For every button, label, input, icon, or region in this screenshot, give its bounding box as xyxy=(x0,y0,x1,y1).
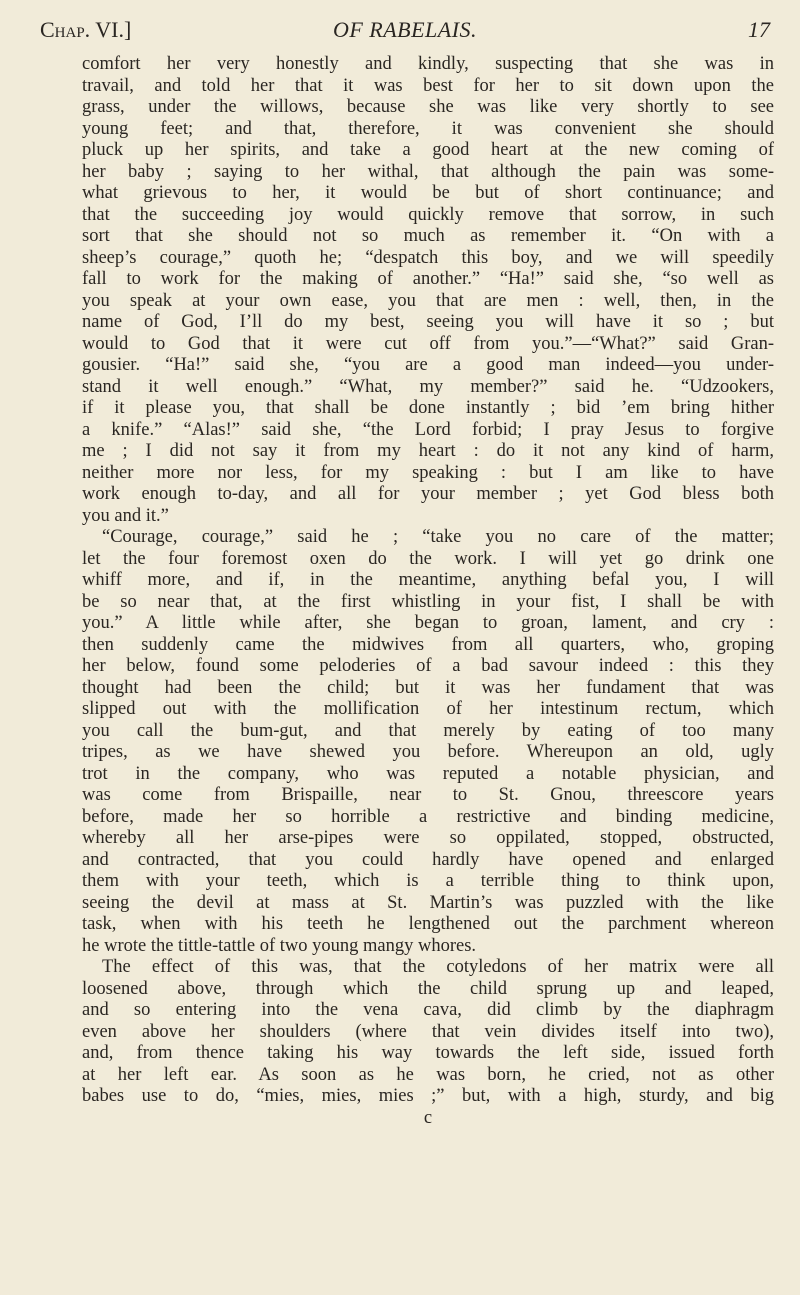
text-line: would to God that it were cut off from you.”—“What?” said Gran- xyxy=(82,333,774,354)
text-line: young feet; and that, therefore, it was convenient she should xyxy=(82,118,774,139)
text-line: what grievous to her, it would be but of short continuance; and xyxy=(82,183,774,203)
text-line: was come from Brispaille, near to St. Gnou, threescore years xyxy=(82,785,774,805)
text-line: stand it well enough.” “What, my member?” said he. “Udzookers, xyxy=(82,376,774,397)
text-line: slipped out with the mollification of her intestinum rectum, which xyxy=(82,699,774,719)
text-line: be so near that, at the first whistling in your fist, I shall be with xyxy=(82,591,774,612)
text-line: before, made her so horrible a restrictive and binding medicine, xyxy=(82,806,774,827)
text-line: you speak at your own ease, you that are men : well, then, in the xyxy=(82,290,774,311)
text-line: and contracted, that you could hardly have opened and enlarged xyxy=(82,849,774,870)
text-line: neither more nor less, for my speaking : but I am like to have xyxy=(82,462,774,483)
text-line: loosened above, through which the child sprung up and leaped, xyxy=(82,978,774,999)
text-line: trot in the company, who was reputed a notable physician, and xyxy=(82,763,774,784)
text-line: a knife.” “Alas!” said she, “the Lord forbid; I pray Jesus to forgive xyxy=(82,419,774,440)
text-line: if it please you, that shall be done instantly ; bid ’em bring hither xyxy=(82,398,774,418)
text-line: you and it.” xyxy=(82,505,169,526)
text-line: at her left ear. As soon as he was born, he cried, not as other xyxy=(82,1064,774,1085)
text-line: them with your teeth, which is a terrible thing to think upon, xyxy=(82,871,774,891)
text-line: seeing the devil at mass at St. Martin’s was puzzled with the like xyxy=(82,892,774,913)
text-line: “Courage, courage,” said he ; “take you no care of the matter; xyxy=(102,527,774,547)
text-line: sheep’s courage,” quoth he; “despatch this boy, and we will speedily xyxy=(82,247,774,268)
text-line: task, when with his teeth he lengthened out the parchment whereon xyxy=(82,914,774,934)
text-line: thought had been the child; but it was her fundament that was xyxy=(82,677,774,698)
text-line: fall to work for the making of another.” “Ha!” said she, “so well as xyxy=(82,269,774,289)
text-line: gousier. “Ha!” said she, “you are a good man indeed—you under- xyxy=(82,355,774,375)
text-line: whereby all her arse-pipes were so oppilated, stopped, obstructed, xyxy=(82,828,774,848)
text-line: that the succeeding joy would quickly remove that sorrow, in such xyxy=(82,204,774,225)
text-line: name of God, I’ll do my best, seeing you will have it so ; but xyxy=(82,312,774,332)
text-line: her below, found some peloderies of a bad savour indeed : this they xyxy=(82,656,774,676)
body-text xyxy=(82,54,774,1129)
text-line: sort that she should not so much as remember it. “On with a xyxy=(82,226,774,246)
text-line: he wrote the tittle-tattle of two young mangy whores. xyxy=(82,935,477,956)
text-line: grass, under the willows, because she was like very shortly to see xyxy=(82,97,774,117)
text-line: babes use to do, “mies, mies, mies ;” but, with a high, sturdy, and big xyxy=(82,1086,774,1106)
text-line: travail, and told her that it was best for her to sit down upon the xyxy=(82,75,774,96)
text-line: work enough to-day, and all for your member ; yet God bless both xyxy=(82,484,774,504)
text-line: me ; I did not say it from my heart : do it not any kind of harm, xyxy=(82,441,774,461)
text-line: pluck up her spirits, and take a good heart at the new coming of xyxy=(82,140,774,160)
text-line: you call the bum-gut, and that merely by eating of too many xyxy=(82,720,774,741)
running-title: OF RABELAIS. xyxy=(332,17,478,42)
text-line: comfort her very honestly and kindly, suspecting that she was in xyxy=(82,54,774,74)
text-line: and so entering into the vena cava, did climb by the diaphragm xyxy=(82,1000,774,1020)
text-line: and, from thence taking his way towards the left side, issued forth xyxy=(82,1043,774,1063)
signature-mark: c xyxy=(423,1107,433,1128)
text-line: even above her shoulders (where that vein divides itself into two), xyxy=(82,1021,774,1042)
text-line: The effect of this was, that the cotyledons of her matrix were all xyxy=(102,957,774,977)
text-line: her baby ; saying to her withal, that although the pain was some- xyxy=(82,161,774,182)
text-line: then suddenly came the midwives from all quarters, who, groping xyxy=(82,634,774,655)
text-line: you.” A little while after, she began to groan, lament, and cry : xyxy=(82,613,774,633)
running-head xyxy=(40,10,770,50)
text-line: whiff more, and if, in the meantime, anything befal you, I will xyxy=(82,570,774,590)
chapter-marker: Chap. VI.] xyxy=(40,17,132,42)
page-number: 17 xyxy=(748,17,770,42)
text-line: let the four foremost oxen do the work. I will yet go drink one xyxy=(82,548,774,569)
text-line: tripes, as we have shewed you before. Whereupon an old, ugly xyxy=(82,742,774,762)
